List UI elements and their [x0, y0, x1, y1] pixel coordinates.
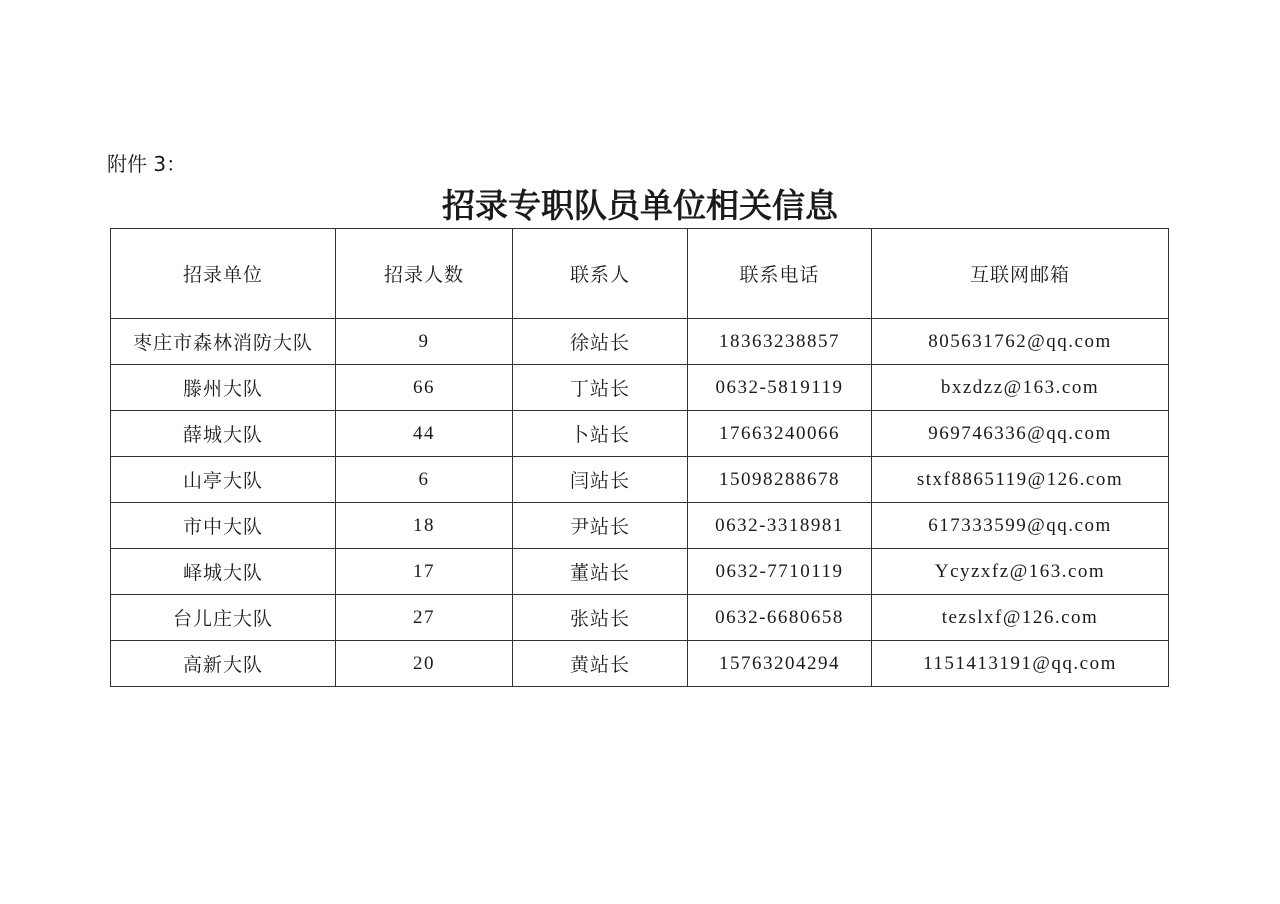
cell-count: 9: [336, 319, 513, 365]
table-row: [111, 595, 1169, 641]
cell-email: 969746336@qq.com: [872, 411, 1169, 457]
cell-contact: 丁站长: [513, 365, 688, 411]
header-contact-person: 联系人: [513, 229, 688, 319]
cell-unit: 滕州大队: [111, 365, 336, 411]
cell-count: 18: [336, 503, 513, 549]
cell-count: 66: [336, 365, 513, 411]
cell-email: Ycyzxfz@163.com: [872, 549, 1169, 595]
cell-phone: 0632-6680658: [688, 595, 872, 641]
cell-contact: 尹站长: [513, 503, 688, 549]
cell-unit: 薛城大队: [111, 411, 336, 457]
cell-contact: 张站长: [513, 595, 688, 641]
table-row: [111, 641, 1169, 687]
table-row: [111, 503, 1169, 549]
cell-phone: 0632-3318981: [688, 503, 872, 549]
header-recruit-count: 招录人数: [336, 229, 513, 319]
cell-contact: 董站长: [513, 549, 688, 595]
cell-unit: 市中大队: [111, 503, 336, 549]
cell-phone: 17663240066: [688, 411, 872, 457]
attachment-label: 附件 3：: [107, 152, 187, 176]
table-row: [111, 319, 1169, 365]
cell-email: stxf8865119@126.com: [872, 457, 1169, 503]
header-recruiting-unit: 招录单位: [111, 229, 336, 319]
cell-contact: 闫站长: [513, 457, 688, 503]
cell-email: 1151413191@qq.com: [872, 641, 1169, 687]
cell-unit: 枣庄市森林消防大队: [111, 319, 336, 365]
cell-contact: 黄站长: [513, 641, 688, 687]
cell-unit: 高新大队: [111, 641, 336, 687]
cell-count: 44: [336, 411, 513, 457]
table-row: [111, 549, 1169, 595]
header-contact-phone: 联系电话: [688, 229, 872, 319]
cell-unit: 峄城大队: [111, 549, 336, 595]
cell-count: 6: [336, 457, 513, 503]
table-row: [111, 365, 1169, 411]
recruitment-info-table: [110, 228, 1169, 687]
cell-unit: 台儿庄大队: [111, 595, 336, 641]
cell-phone: 0632-7710119: [688, 549, 872, 595]
cell-count: 20: [336, 641, 513, 687]
cell-unit: 山亭大队: [111, 457, 336, 503]
cell-phone: 18363238857: [688, 319, 872, 365]
table-row: [111, 457, 1169, 503]
cell-email: 617333599@qq.com: [872, 503, 1169, 549]
cell-email: tezslxf@126.com: [872, 595, 1169, 641]
cell-email: bxzdzz@163.com: [872, 365, 1169, 411]
header-email: 互联网邮箱: [872, 229, 1169, 319]
cell-phone: 15098288678: [688, 457, 872, 503]
table-header-row: [111, 229, 1169, 319]
cell-count: 27: [336, 595, 513, 641]
cell-contact: 徐站长: [513, 319, 688, 365]
cell-phone: 15763204294: [688, 641, 872, 687]
cell-contact: 卜站长: [513, 411, 688, 457]
document-title: 招录专职队员单位相关信息: [442, 186, 838, 225]
table-row: [111, 411, 1169, 457]
cell-phone: 0632-5819119: [688, 365, 872, 411]
cell-email: 805631762@qq.com: [872, 319, 1169, 365]
cell-count: 17: [336, 549, 513, 595]
